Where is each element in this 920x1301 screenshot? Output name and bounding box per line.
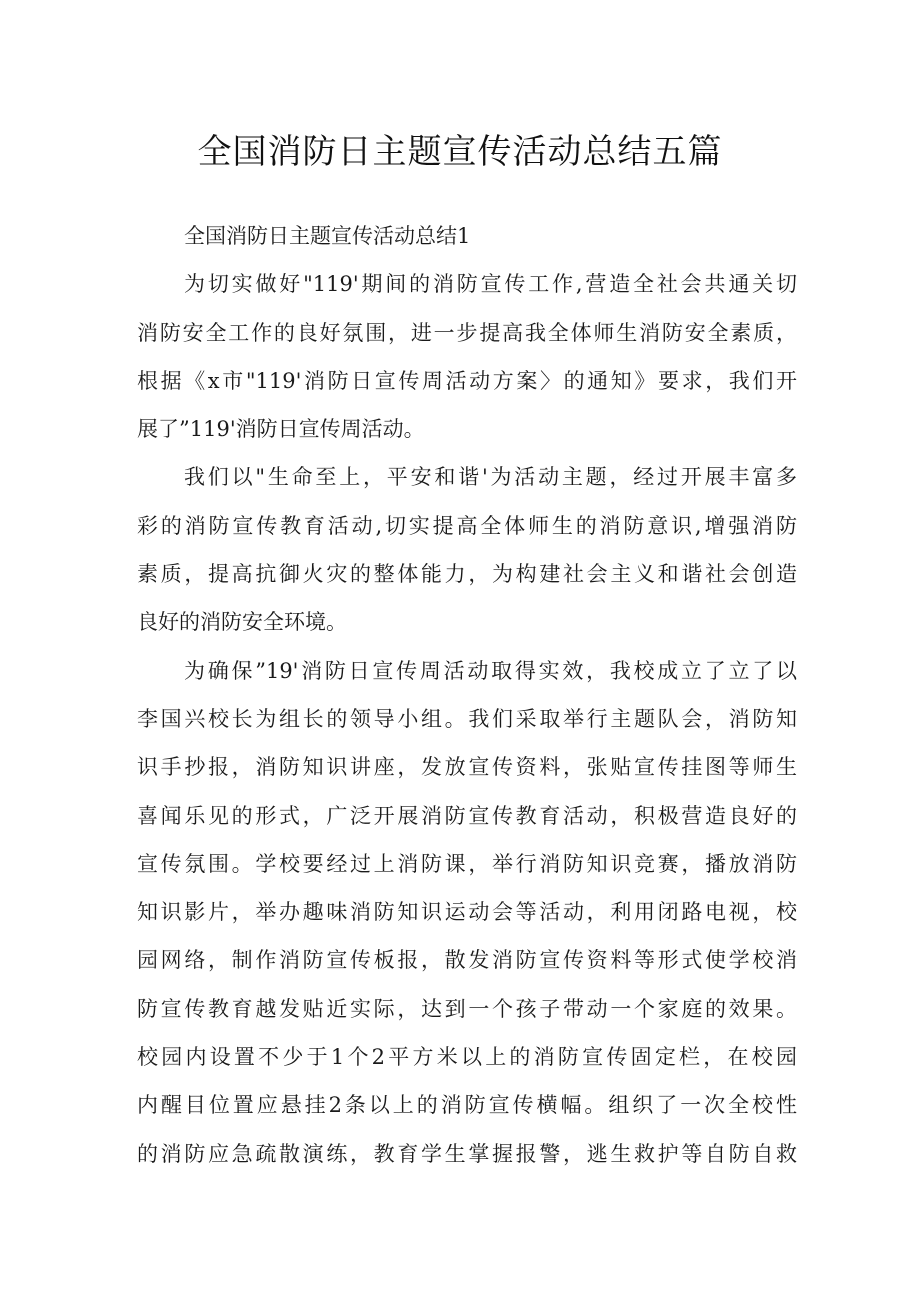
text-line: 素质，提高抗御火灾的整体能力，为构建社会主义和谐社会创造 bbox=[137, 562, 797, 587]
document-body bbox=[137, 212, 797, 1178]
text-line: 展了”119'消防日宣传周活动。 bbox=[137, 417, 425, 442]
text-line: 我们以"生命至上，平安和谐'为活动主题，经过开展丰富多 bbox=[184, 465, 797, 490]
text-line: 彩的消防宣传教育活动,切实提高全体师生的消防意识,增强消防 bbox=[137, 513, 797, 538]
text-line: 识手抄报，消防知识讲座，发放宣传资料，张贴宣传挂图等师生 bbox=[137, 755, 797, 780]
text-line: 李国兴校长为组长的领导小组。我们采取举行主题队会，消防知 bbox=[137, 706, 797, 731]
text-line: 根据《x市"119'消防日宣传周活动方案〉的通知》要求，我们开 bbox=[137, 368, 797, 393]
text-line: 宣传氛围。学校要经过上消防课，举行消防知识竞赛，播放消防 bbox=[137, 851, 797, 876]
text-line: 为确保”19'消防日宣传周活动取得实效，我校成立了立了以 bbox=[184, 658, 797, 683]
text-line: 校园内设置不少于1个2平方米以上的消防宣传固定栏，在校园 bbox=[137, 1045, 797, 1070]
document-title: 全国消防日主题宣传活动总结五篇 bbox=[197, 132, 723, 172]
text-line: 内醒目位置应悬挂2条以上的消防宣传横幅。组织了一次全校性 bbox=[137, 1093, 797, 1118]
text-line: 防宣传教育越发贴近实际，达到一个孩子带动一个家庭的效果。 bbox=[137, 996, 797, 1021]
text-line: 喜闻乐见的形式，广泛开展消防宣传教育活动，积极营造良好的 bbox=[137, 803, 797, 828]
text-line: 良好的消防安全环境。 bbox=[137, 610, 347, 635]
text-line: 的消防应急疏散演练，教育学生掌握报警，逃生救护等自防自救 bbox=[137, 1141, 797, 1166]
text-line: 园网络，制作消防宣传板报，散发消防宣传资料等形式使学校消 bbox=[137, 948, 797, 973]
text-line: 知识影片，举办趣味消防知识运动会等活动，利用闭路电视，校 bbox=[137, 900, 797, 925]
text-line: 全国消防日主题宣传活动总结1 bbox=[184, 224, 471, 248]
text-line: 为切实做好"119'期间的消防宣传工作,营造全社会共通关切 bbox=[184, 272, 797, 297]
text-line: 消防安全工作的良好氛围，进一步提高我全体师生消防安全素质， bbox=[137, 320, 797, 345]
